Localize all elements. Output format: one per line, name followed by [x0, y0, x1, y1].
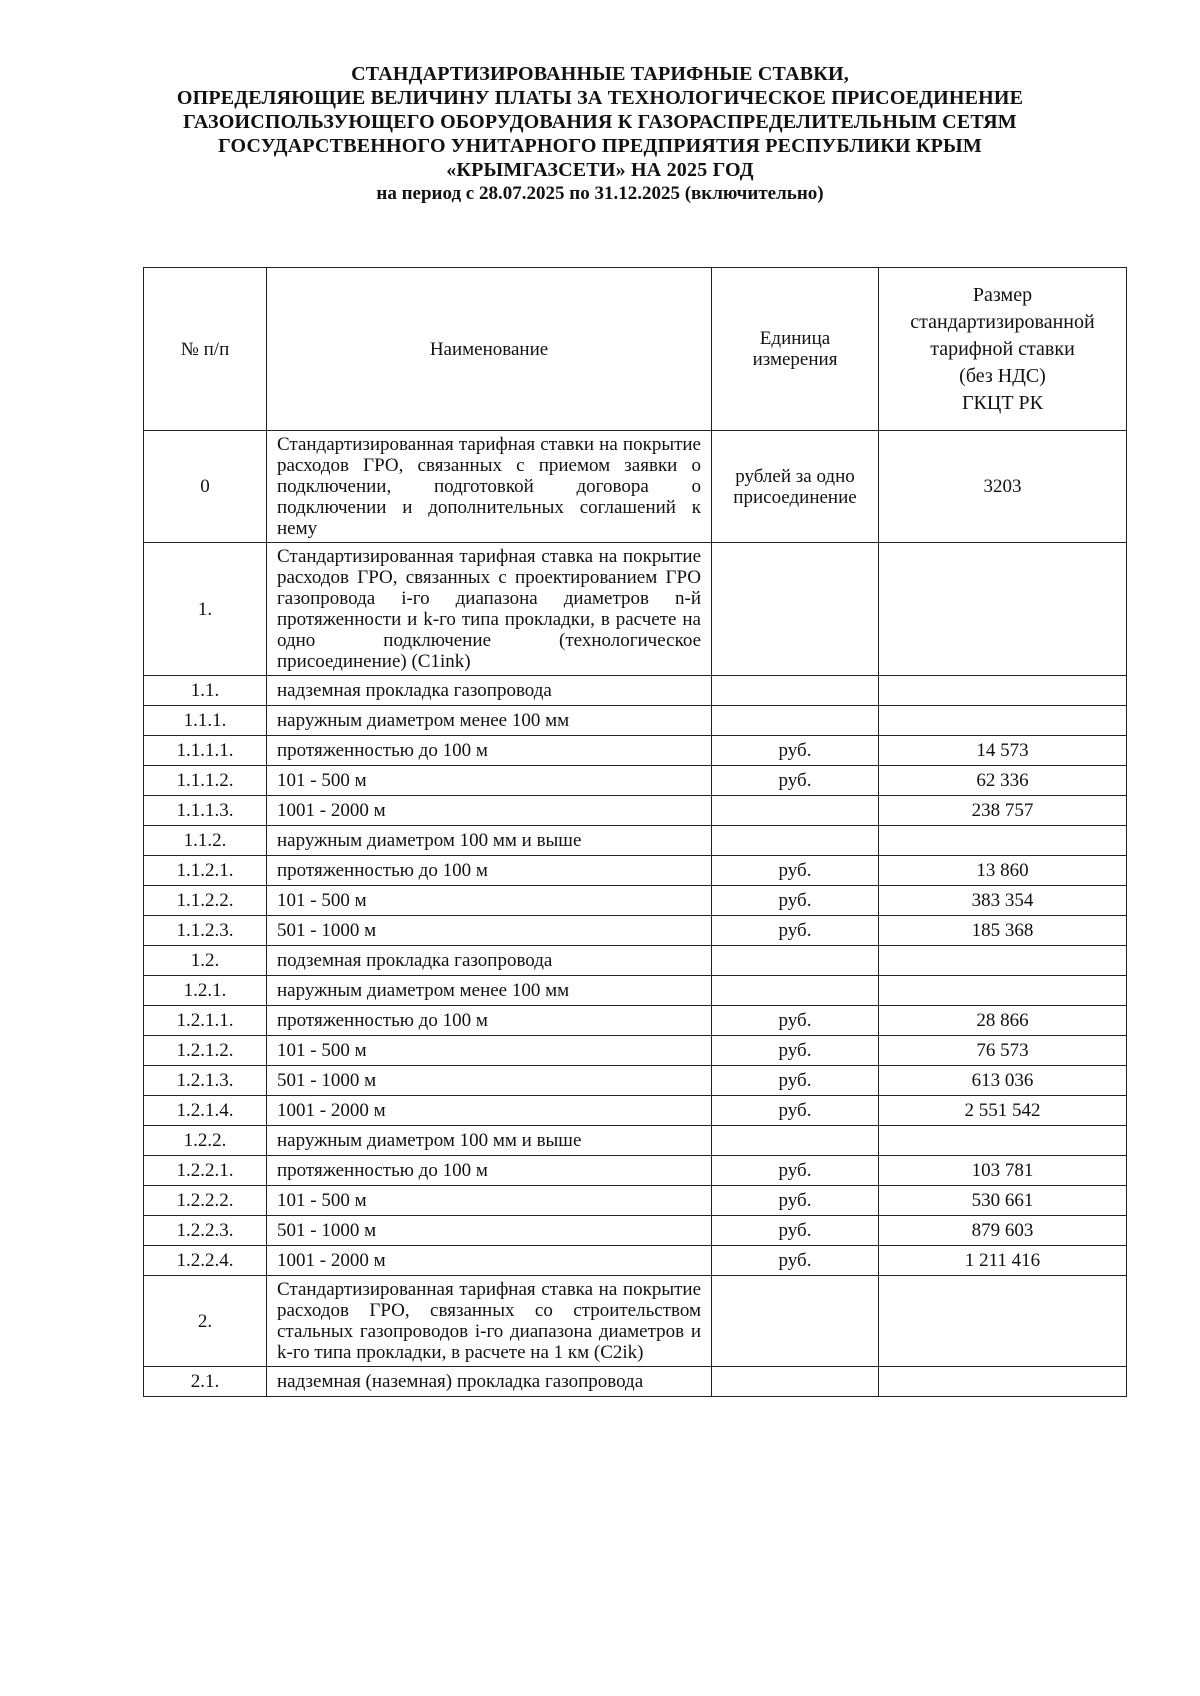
row-name: 1001 - 2000 м — [267, 796, 712, 826]
row-value: 879 603 — [879, 1216, 1127, 1246]
row-name: 101 - 500 м — [267, 886, 712, 916]
row-unit — [712, 826, 879, 856]
row-unit — [712, 976, 879, 1006]
table-row — [144, 1276, 1127, 1367]
row-value: 185 368 — [879, 916, 1127, 946]
row-value — [879, 946, 1127, 976]
row-value — [879, 706, 1127, 736]
tariff-table — [143, 267, 1127, 1397]
row-name: надземная прокладка газопровода — [267, 676, 712, 706]
row-number: 1.1.1.2. — [144, 766, 267, 796]
row-value: 14 573 — [879, 736, 1127, 766]
row-value — [879, 826, 1127, 856]
row-value: 2 551 542 — [879, 1096, 1127, 1126]
period-subtitle: на период с 28.07.2025 по 31.12.2025 (включительно) — [376, 183, 824, 204]
row-name: 501 - 1000 м — [267, 1216, 712, 1246]
table-row — [144, 886, 1127, 916]
row-value — [879, 976, 1127, 1006]
document-title — [0, 62, 1200, 206]
row-value — [879, 1276, 1127, 1367]
table-row — [144, 1036, 1127, 1066]
row-unit: руб. — [712, 736, 879, 766]
row-name: 1001 - 2000 м — [267, 1096, 712, 1126]
table-row — [144, 1126, 1127, 1156]
header-unit-line: Единица — [759, 328, 831, 349]
row-name: 501 - 1000 м — [267, 916, 712, 946]
row-value — [879, 543, 1127, 676]
row-number: 1.2.2.4. — [144, 1246, 267, 1276]
row-unit: рублей за одно присоединение — [712, 431, 879, 543]
row-name: наружным диаметром 100 мм и выше — [267, 1126, 712, 1156]
row-name: протяженностью до 100 м — [267, 856, 712, 886]
header-rate-line: тарифной ставки — [930, 337, 1075, 360]
title-line: ОПРЕДЕЛЯЮЩИЕ ВЕЛИЧИНУ ПЛАТЫ ЗА ТЕХНОЛОГИЧЕСКОЕ ПРИСОЕДИНЕНИЕ — [176, 87, 1024, 109]
row-value — [879, 676, 1127, 706]
row-value: 238 757 — [879, 796, 1127, 826]
row-value: 613 036 — [879, 1066, 1127, 1096]
row-name: наружным диаметром менее 100 мм — [267, 706, 712, 736]
row-number: 1.2.1.3. — [144, 1066, 267, 1096]
row-name: наружным диаметром 100 мм и выше — [267, 826, 712, 856]
row-number: 1.2.1.1. — [144, 1006, 267, 1036]
header-rate-line: стандартизированной — [910, 310, 1095, 333]
row-number: 1.2.1.4. — [144, 1096, 267, 1126]
row-name: 101 - 500 м — [267, 766, 712, 796]
row-unit — [712, 796, 879, 826]
row-unit — [712, 676, 879, 706]
row-value: 530 661 — [879, 1186, 1127, 1216]
title-line: «КРЫМГАЗСЕТИ» НА 2025 ГОД — [446, 159, 754, 181]
row-unit: руб. — [712, 1096, 879, 1126]
row-number: 1.2. — [144, 946, 267, 976]
row-number: 1.2.1. — [144, 976, 267, 1006]
row-number: 1.1.1.1. — [144, 736, 267, 766]
title-line: ГАЗОИСПОЛЬЗУЮЩЕГО ОБОРУДОВАНИЯ К ГАЗОРАСПРЕДЕЛИТЕЛЬНЫМ СЕТЯМ — [183, 111, 1017, 133]
table-row — [144, 916, 1127, 946]
table-header-row — [144, 268, 1127, 431]
row-value — [879, 1126, 1127, 1156]
row-number: 1.1.1. — [144, 706, 267, 736]
row-number: 1.2.2.3. — [144, 1216, 267, 1246]
header-rate-line: Размер — [972, 283, 1033, 306]
row-unit — [712, 1126, 879, 1156]
row-name: 101 - 500 м — [267, 1036, 712, 1066]
row-unit: руб. — [712, 856, 879, 886]
row-unit: руб. — [712, 1066, 879, 1096]
row-number: 1.1.2.2. — [144, 886, 267, 916]
table-row — [144, 1006, 1127, 1036]
table-row — [144, 1066, 1127, 1096]
header-rate-line: (без НДС) — [959, 364, 1046, 387]
row-name: протяженностью до 100 м — [267, 1156, 712, 1186]
row-number: 2.1. — [144, 1367, 267, 1397]
row-value: 103 781 — [879, 1156, 1127, 1186]
table-row — [144, 766, 1127, 796]
header-unit — [712, 268, 879, 431]
row-unit: руб. — [712, 766, 879, 796]
row-number: 1.1.2.3. — [144, 916, 267, 946]
table-row — [144, 796, 1127, 826]
row-unit: руб. — [712, 1216, 879, 1246]
row-unit: руб. — [712, 1036, 879, 1066]
row-unit: руб. — [712, 1006, 879, 1036]
row-name: Стандартизированная тарифная ставка на покрытие расходов ГРО, связанных со строительством стальных газопроводов i-го диапазона диаметров и k-го типа прокладки, в расчете на 1 км (C2ik) — [267, 1276, 712, 1367]
row-unit: руб. — [712, 1186, 879, 1216]
table-row — [144, 946, 1127, 976]
row-name: протяженностью до 100 м — [267, 736, 712, 766]
header-num: № п/п — [144, 268, 267, 431]
row-unit: руб. — [712, 1156, 879, 1186]
row-unit — [712, 1276, 879, 1367]
table-row — [144, 1216, 1127, 1246]
table-row — [144, 1156, 1127, 1186]
row-value: 383 354 — [879, 886, 1127, 916]
table-row — [144, 826, 1127, 856]
row-unit — [712, 1367, 879, 1397]
row-value: 3203 — [879, 431, 1127, 543]
row-unit — [712, 946, 879, 976]
row-name: Стандартизированная тарифная ставка на покрытие расходов ГРО, связанных с проектированием ГРО газопровода i-го диапазона диаметров n-й протяженности и k-го типа прокладки, в расчете на одно подключение (технологическое присоединение) (C1ink) — [267, 543, 712, 676]
row-value: 62 336 — [879, 766, 1127, 796]
table-row — [144, 706, 1127, 736]
table-row — [144, 543, 1127, 676]
table-row — [144, 431, 1127, 543]
row-value: 1 211 416 — [879, 1246, 1127, 1276]
row-name: 1001 - 2000 м — [267, 1246, 712, 1276]
row-name: 501 - 1000 м — [267, 1066, 712, 1096]
row-number: 1.1.2. — [144, 826, 267, 856]
row-name: наружным диаметром менее 100 мм — [267, 976, 712, 1006]
table-row — [144, 856, 1127, 886]
table-row — [144, 1186, 1127, 1216]
table-row — [144, 976, 1127, 1006]
row-number: 1.1. — [144, 676, 267, 706]
row-number: 1.2.2.2. — [144, 1186, 267, 1216]
row-number: 1. — [144, 543, 267, 676]
row-value: 76 573 — [879, 1036, 1127, 1066]
row-value — [879, 1367, 1127, 1397]
table-row — [144, 1096, 1127, 1126]
row-number: 0 — [144, 431, 267, 543]
table-row — [144, 1246, 1127, 1276]
row-number: 1.2.2.1. — [144, 1156, 267, 1186]
title-line: СТАНДАРТИЗИРОВАННЫЕ ТАРИФНЫЕ СТАВКИ, — [351, 63, 849, 85]
row-unit: руб. — [712, 886, 879, 916]
row-name: протяженностью до 100 м — [267, 1006, 712, 1036]
header-rate-line: ГКЦТ РК — [961, 391, 1044, 414]
row-unit — [712, 543, 879, 676]
row-value: 28 866 — [879, 1006, 1127, 1036]
row-value: 13 860 — [879, 856, 1127, 886]
header-name: Наименование — [267, 268, 712, 431]
row-name: надземная (наземная) прокладка газопровода — [267, 1367, 712, 1397]
row-number: 1.2.1.2. — [144, 1036, 267, 1066]
header-unit-line: измерения — [752, 349, 838, 370]
row-name: подземная прокладка газопровода — [267, 946, 712, 976]
title-line: ГОСУДАРСТВЕННОГО УНИТАРНОГО ПРЕДПРИЯТИЯ РЕСПУБЛИКИ КРЫМ — [218, 135, 982, 157]
row-unit: руб. — [712, 916, 879, 946]
row-unit: руб. — [712, 1246, 879, 1276]
table-row — [144, 736, 1127, 766]
row-number: 1.2.2. — [144, 1126, 267, 1156]
table-row — [144, 1367, 1127, 1397]
row-unit — [712, 706, 879, 736]
table-row — [144, 676, 1127, 706]
row-number: 1.1.1.3. — [144, 796, 267, 826]
header-rate — [879, 268, 1127, 431]
row-name: 101 - 500 м — [267, 1186, 712, 1216]
row-number: 2. — [144, 1276, 267, 1367]
row-number: 1.1.2.1. — [144, 856, 267, 886]
row-name: Стандартизированная тарифная ставки на покрытие расходов ГРО, связанных с приемом заявки о подключении, подготовкой договора о подключении и дополнительных соглашений к нему — [267, 431, 712, 543]
